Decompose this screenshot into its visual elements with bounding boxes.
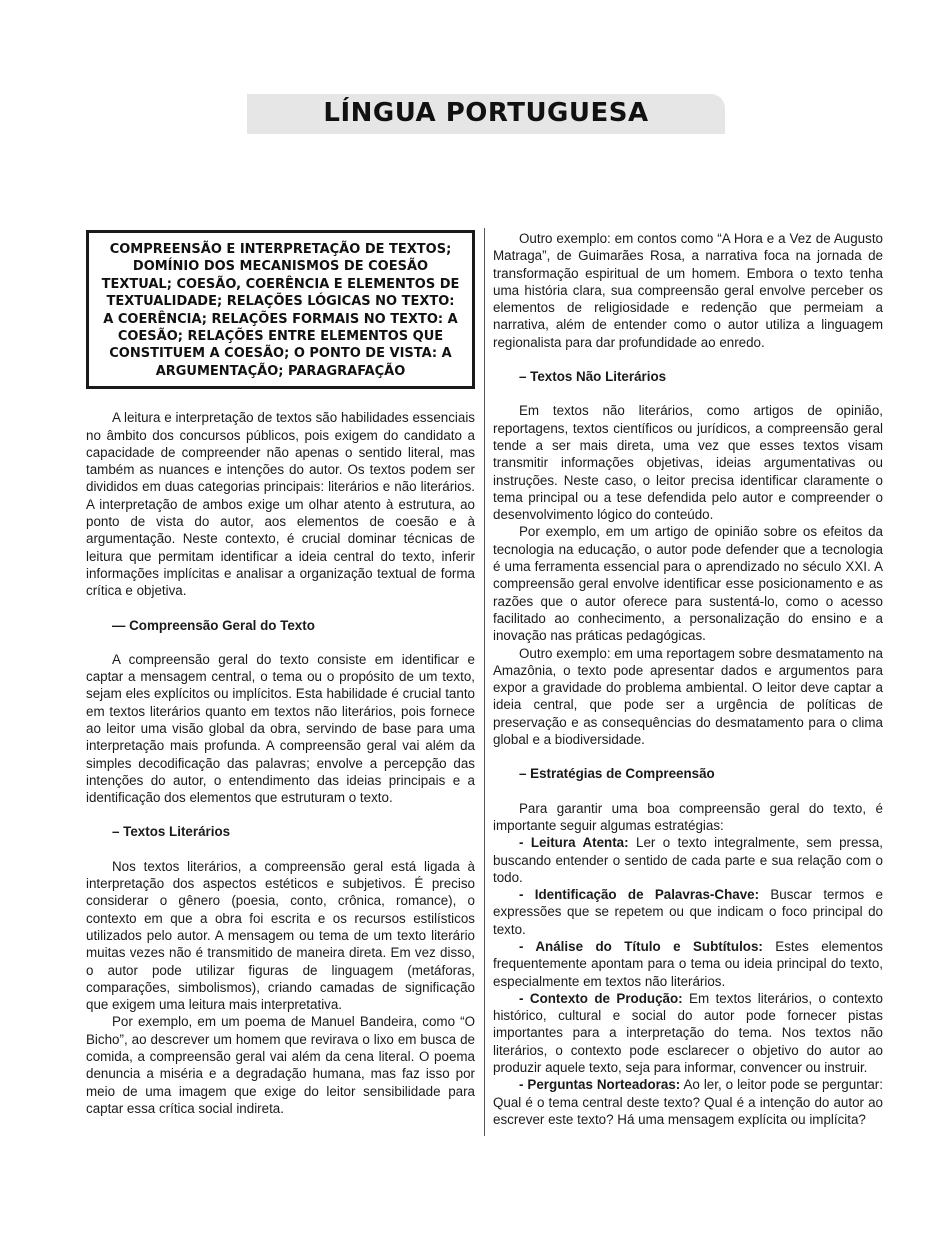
paragraph-nao-literarios-3: Outro exemplo: em uma reportagem sobre desmatamento na Amazônia, o texto pode apresentar dados e argumentos para expor a gravidade do problema ambiental. O leitor deve captar a ideia central, que pode ser a urgência de políticas de preservação e as consequências do desmatamento para o clima global e a biodiversidade. [493,645,883,748]
bullet-palavras-chave [493,886,883,938]
bullet-leitura-atenta [493,834,883,886]
bullet-label: - Análise do Título e Subtítulos: [519,938,763,954]
paragraph-literarios-2: Por exemplo, em um poema de Manuel Bandeira, como “O Bicho”, ao descrever um homem que revirava o lixo em busca de comida, a compreensão geral vai além da cena literal. O poema denuncia a miséria e a degradação humana, mas faz isso por meio de uma imagem que exige do leitor sensibilidade para captar essa crítica social indireta. [86,1014,475,1116]
paragraph-literarios-1: Nos textos literários, a compreensão geral está ligada à interpretação dos aspectos estéticos e subjetivos. É preciso considerar o gênero (poesia, conto, crônica, romance), o contexto em que a obra foi escrita e os recursos estilísticos utilizados pelo autor. A mensagem ou tema de um texto literário muitas vezes não é transmitido de maneira direta. Em vez disso, o autor pode utilizar figuras de linguagem (metáforas, comparações, simbolismos), criando camadas de significação que exigem uma leitura mais interpretativa. [86,858,475,1013]
page-title: LÍNGUA PORTUGUESA [323,98,649,128]
bullet-perguntas-norteadoras [493,1076,883,1128]
topic-box: COMPREENSÃO E INTERPRETAÇÃO DE TEXTOS; DOMÍNIO DOS MECANISMOS DE COESÃO TEXTUAL; COESÃO, COERÊNCIA E ELEMENTOS DE TEXTUALIDADE; RELAÇÕES LÓGICAS NO TEXTO: A COERÊNCIA; RELAÇÕES FORMAIS NO TEXTO: A COESÃO; RELAÇÕES ENTRE ELEMENTOS QUE CONSTITUEM A COESÃO; O PONTO DE VISTA: A ARGUMENTAÇÃO; PARAGRAFAÇÃO [86,230,475,389]
bullet-text: Ler o texto integralmente, sem pressa, buscando entender o sentido de cada parte e sua relação com o todo. [493,835,884,885]
bullet-label: - Contexto de Produção: [519,990,683,1006]
bullet-contexto-producao [493,990,883,1076]
paragraph-outro-exemplo: Outro exemplo: em contos como “A Hora e a Vez de Augusto Matraga”, de Guimarães Rosa, a narrativa foca na jornada de transformação espiritual de um homem. Embora o texto tenha uma história clara, sua compreensão geral envolve perceber os elementos de religiosidade e redenção que permeiam a narrativa, além de entender como o autor utiliza a linguagem regionalista para dar profundidade ao enredo. [493,231,883,350]
bullet-text: Em textos literários, o contexto histórico, cultural e social do autor pode fornecer pistas importantes para a interpretação do tema. Nos textos não literários, o contexto pode esclarecer o objetivo do autor ao produzir aquele texto, seja para informar, convencer ou instruir. [493,990,883,1076]
bullet-text: Ao ler, o leitor pode se perguntar: Qual é o tema central deste texto? Qual é a intenção do autor ao escrever este texto? Há uma mensagem explícita ou implícita? [493,1077,883,1127]
paragraph-nao-literarios-1: Em textos não literários, como artigos de opinião, reportagens, textos científicos ou jurídicos, a compreensão geral tende a ser mais direta, uma vez que esses textos visam transmitir informações objetivas, ideias argumentativas ou instruções. Neste caso, o leitor precisa identificar claramente o tema principal ou a tese defendida pelo autor e compreender o desenvolvimento lógico do conteúdo. [493,403,883,523]
heading-compreensao-geral: — Compreensão Geral do Texto [112,617,315,633]
heading-textos-literarios: – Textos Literários [112,824,231,840]
bullet-label: - Identificação de Palavras-Chave: [519,887,760,903]
paragraph-nao-literarios-2: Por exemplo, em um artigo de opinião sobre os efeitos da tecnologia na educação, o autor pode defender que a tecnologia é uma ferramenta essencial para o aprendizado no século XXI. A compreensão geral envolve identificar esse posicionamento e as razões que o autor oferece para sustentá-lo, como o acesso facilitado ao conhecimento, a personalização do ensino e a inovação nas práticas pedagógicas. [493,524,883,644]
bullet-label: - Leitura Atenta: [519,835,629,851]
bullet-text: Estes elementos frequentemente apontam para o tema ou ideia principal do texto, especialmente em textos não literários. [493,938,883,989]
heading-estrategias: – Estratégias de Compreensão [519,766,715,782]
heading-textos-nao-literarios: – Textos Não Literários [519,369,667,385]
paragraph-compreensao-geral: A compreensão geral do texto consiste em identificar e captar a mensagem central, o tema ou o propósito de um texto, sejam eles explícitos ou implícitos. Esta habilidade é crucial tanto em textos literários quanto em textos não literários, pois fornece ao leitor uma visão global da obra, servindo de base para uma interpretação mais profunda. A compreensão geral vai além da simples decodificação das palavras; envolve a percepção das intenções do autor, o entendimento das ideias principais e a identificação dos elementos que estruturam o texto. [86,651,475,806]
right-column [493,230,883,1128]
bullet-text: Buscar termos e expressões que se repetem ou que indicam o foco principal do texto. [493,887,883,937]
bullet-titulo-subtitulos [493,938,883,990]
bullet-label: - Perguntas Norteadoras: [519,1077,681,1093]
intro-paragraph: A leitura e interpretação de textos são habilidades essenciais no âmbito dos concursos públicos, pois exigem do candidato a capacidade de compreender não apenas o sentido literal, mas também as nuances e intenções do autor. Os textos podem ser divididos em duas categorias principais: literários e não literários. A interpretação de ambos exige um olhar atento à estrutura, ao ponto de vista do autor, aos elementos de coesão e à argumentação. Neste contexto, é crucial dominar técnicas de leitura que permitam identificar a ideia central do texto, inferir informações implícitas e analisar a organização textual de forma crítica e objetiva. [86,410,475,599]
paragraph-estrategias-intro: Para garantir uma boa compreensão geral do texto, é importante seguir algumas estratégias: [493,800,883,833]
column-divider [484,228,485,1136]
left-column [86,230,475,1117]
